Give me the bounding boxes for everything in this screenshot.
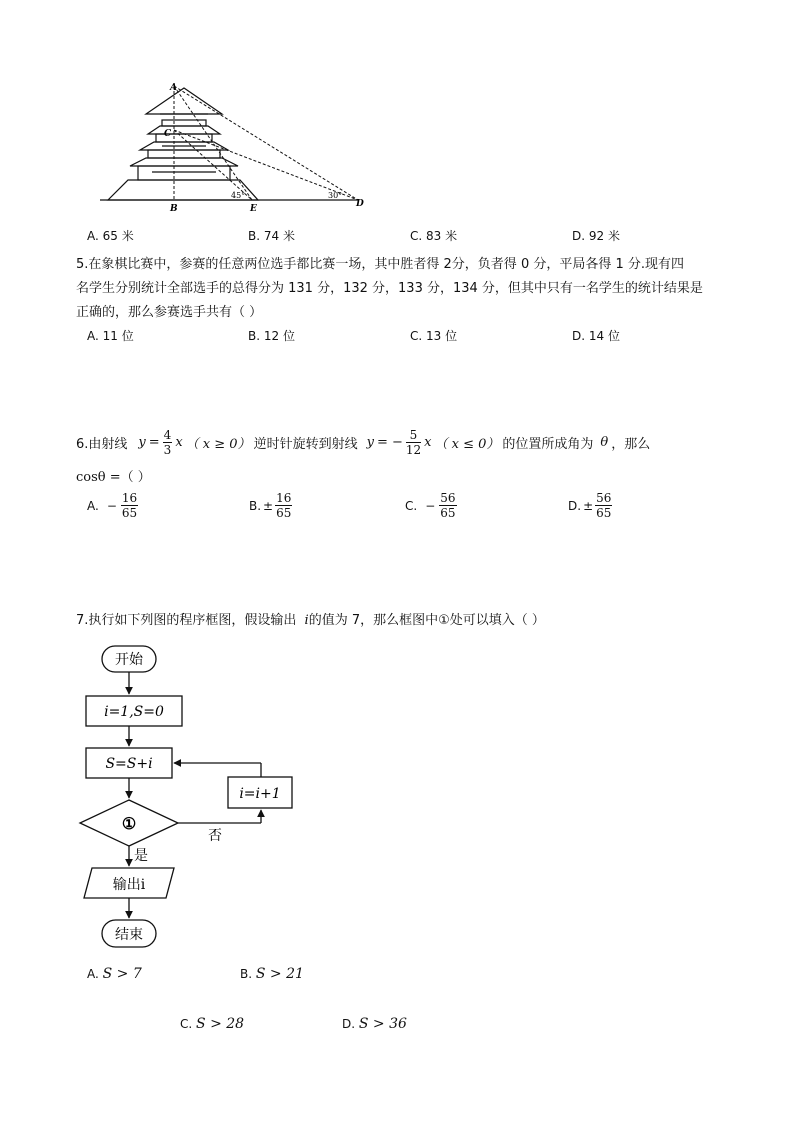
q6-option-a-num: 16 bbox=[121, 491, 138, 505]
flow-cond: ① bbox=[121, 814, 137, 833]
q6-option-c-den: 65 bbox=[440, 506, 456, 520]
q6-option-d[interactable] bbox=[568, 492, 612, 519]
flow-incr: i=i+1 bbox=[239, 786, 281, 802]
q4-option-c[interactable]: C. 83 米 bbox=[410, 229, 458, 243]
flow-no: 否 bbox=[208, 828, 222, 844]
q6-suffix2: ，那么 bbox=[611, 436, 651, 452]
label-C: C bbox=[164, 129, 172, 139]
q4-option-b[interactable]: B. 74 米 bbox=[248, 229, 295, 243]
q6-option-a-frac bbox=[121, 492, 138, 519]
q6-frac2-num: 5 bbox=[406, 429, 421, 443]
flow-init: i=1,S=0 bbox=[104, 704, 164, 720]
q6-option-a[interactable] bbox=[87, 492, 138, 519]
q6-option-b-label: B. bbox=[249, 498, 262, 513]
q6-option-c-num: 56 bbox=[440, 491, 456, 505]
q6-x1: x bbox=[175, 434, 183, 450]
q6-frac1 bbox=[163, 429, 173, 456]
q7-option-b-label: B. bbox=[240, 967, 253, 981]
q6-cond1: （ x ≥ 0） bbox=[185, 436, 251, 452]
q6-theta: θ bbox=[600, 434, 609, 450]
q7-option-b-expr: S > 21 bbox=[255, 966, 304, 982]
q5-option-a[interactable]: A. 11 位 bbox=[87, 329, 134, 343]
q7-line1 bbox=[76, 609, 545, 628]
q6-y2: y bbox=[366, 434, 374, 450]
q6-option-b-sign: ± bbox=[263, 498, 274, 513]
q6-option-b-frac bbox=[275, 492, 292, 519]
q7-option-a-label: A. bbox=[87, 967, 99, 981]
q6-option-d-frac bbox=[595, 492, 612, 519]
label-B: B bbox=[170, 204, 178, 214]
q6-cond2: （ x ≤ 0） bbox=[434, 436, 500, 452]
q7-option-d-expr: S > 36 bbox=[358, 1016, 407, 1032]
q6-frac2 bbox=[406, 429, 421, 456]
q6-x2: x bbox=[424, 434, 432, 450]
q5-option-d[interactable]: D. 14 位 bbox=[572, 329, 620, 343]
label-D: D bbox=[356, 199, 364, 209]
q6-frac1-num: 4 bbox=[163, 427, 172, 442]
label-E: E bbox=[250, 204, 257, 214]
q7-option-a-expr: S > 7 bbox=[102, 966, 142, 982]
q6-line1 bbox=[76, 425, 650, 459]
q5-line1: 5.在象棋比赛中，参赛的任意两位选手都比赛一场，其中胜者得 2分，负者得 0 分，平局各得 1 分.现有四 bbox=[76, 257, 685, 272]
q6-y1: y bbox=[138, 434, 146, 450]
label-45: 45° bbox=[231, 191, 246, 200]
q6-option-d-num: 56 bbox=[596, 491, 612, 505]
q7-option-c-expr: S > 28 bbox=[196, 1016, 245, 1032]
label-30: 30° bbox=[328, 191, 343, 200]
q6-frac1-den: 3 bbox=[163, 442, 172, 457]
q6-option-d-sign: ± bbox=[583, 498, 594, 513]
q7-option-c-label: C. bbox=[180, 1017, 193, 1031]
q5-option-c[interactable]: C. 13 位 bbox=[410, 329, 458, 343]
q7-prefix: 7.执行如下列图的程序框图，假设输出 bbox=[76, 613, 297, 628]
flow-end: 结束 bbox=[115, 927, 143, 943]
q7-option-d[interactable] bbox=[342, 1016, 407, 1032]
q6-option-a-label: A. bbox=[87, 498, 99, 513]
q6-middle: 逆时针旋转到射线 bbox=[253, 436, 358, 452]
pagoda-figure bbox=[100, 80, 380, 215]
label-A: A bbox=[170, 83, 177, 93]
q7-i: i bbox=[304, 613, 309, 628]
q6-prefix: 6.由射线 bbox=[76, 436, 128, 452]
q6-option-c-label: C. bbox=[405, 498, 418, 513]
q4-option-a[interactable]: A. 65 米 bbox=[87, 229, 134, 243]
q6-option-c-sign: − bbox=[425, 498, 436, 513]
q5-option-b[interactable]: B. 12 位 bbox=[248, 329, 295, 343]
q6-suffix: 的位置所成角为 bbox=[502, 436, 594, 452]
flow-output: 输出i bbox=[112, 877, 146, 893]
q6-option-b[interactable] bbox=[249, 492, 292, 519]
q6-option-c-frac bbox=[439, 492, 456, 519]
q7-option-d-label: D. bbox=[342, 1017, 356, 1031]
q6-option-b-den: 65 bbox=[276, 506, 292, 520]
q7-option-a[interactable] bbox=[87, 966, 142, 982]
q6-eq2: = − bbox=[376, 434, 403, 450]
q6-line2: cosθ =（ ） bbox=[76, 470, 151, 485]
q6-eq1: = bbox=[148, 434, 160, 450]
flowchart bbox=[76, 640, 306, 955]
q4-option-d[interactable]: D. 92 米 bbox=[572, 229, 620, 243]
q6-option-a-den: 65 bbox=[121, 506, 138, 520]
q6-option-c[interactable] bbox=[405, 492, 457, 519]
flow-update: S=S+i bbox=[105, 756, 153, 772]
q6-frac2-den: 12 bbox=[405, 442, 422, 457]
q6-option-b-num: 16 bbox=[276, 491, 292, 505]
q5-line3: 正确的，那么参赛选手共有（ ） bbox=[76, 305, 263, 320]
flow-start: 开始 bbox=[115, 652, 143, 668]
q7-suffix: 的值为 7，那么框图中①处可以填入（ ） bbox=[308, 613, 545, 628]
flow-yes: 是 bbox=[134, 848, 148, 864]
q6-option-a-sign: − bbox=[106, 498, 117, 513]
q6-option-d-label: D. bbox=[568, 498, 582, 513]
q6-option-d-den: 65 bbox=[596, 506, 612, 520]
q7-option-b[interactable] bbox=[240, 966, 304, 982]
q5-line2: 名学生分别统计全部选手的总得分为 131 分，132 分，133 分，134 分，但其中只有一名学生的统计结果是 bbox=[76, 281, 703, 296]
q7-option-c[interactable] bbox=[180, 1016, 244, 1032]
